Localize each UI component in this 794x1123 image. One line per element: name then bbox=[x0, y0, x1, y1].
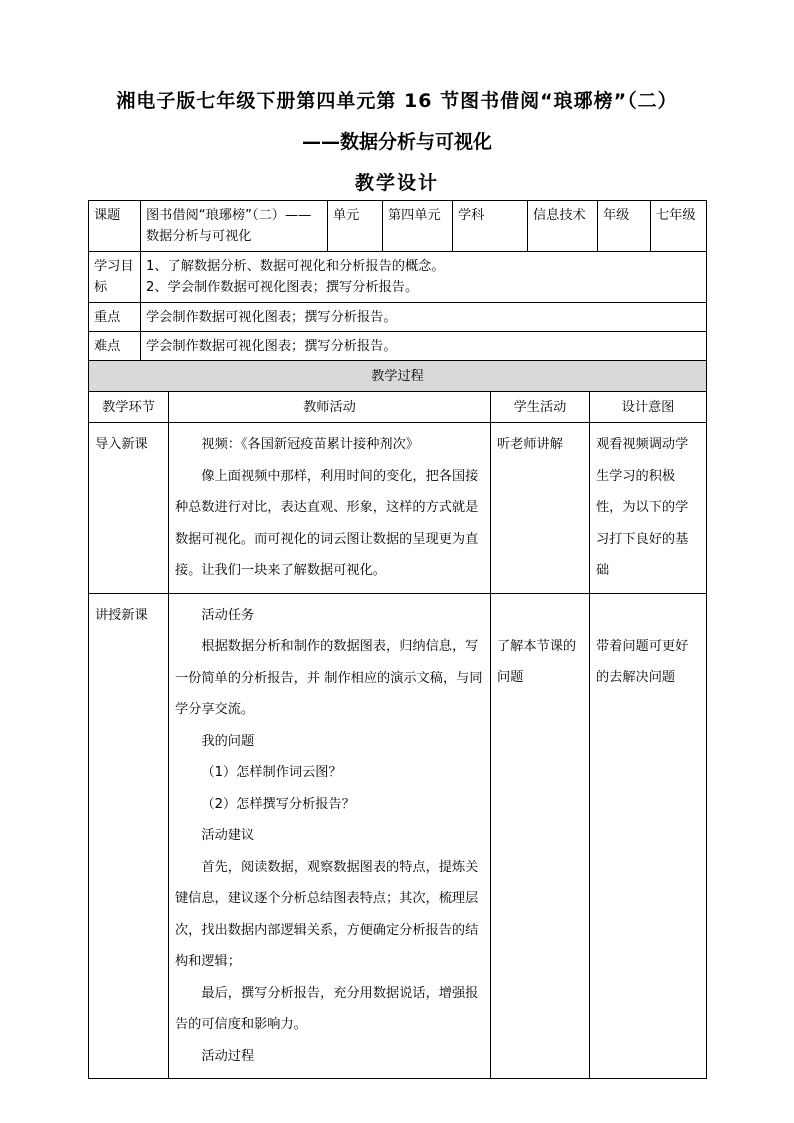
process-row-intro bbox=[89, 423, 707, 594]
student-activity-cell bbox=[491, 423, 590, 594]
teaching-process-table bbox=[88, 360, 707, 1079]
column-header-stage: 教学环节 bbox=[89, 392, 169, 423]
goals-value bbox=[141, 252, 707, 303]
stage-cell bbox=[89, 423, 169, 594]
lesson-info-table bbox=[88, 200, 707, 361]
column-header-row bbox=[89, 392, 707, 423]
teacher-paragraph: 首先，阅读数据，观察数据图表的特点，提炼关键信息，建议逐个分析总结图表特点；其次，梳理层次，找出数据内部逻辑关系，方便确定分析报告的结构和逻辑； bbox=[175, 859, 479, 969]
goal-item: 2、学会制作数据可视化图表；撰写分析报告。 bbox=[146, 280, 419, 295]
column-header-teacher: 教师活动 bbox=[169, 392, 491, 423]
teacher-paragraph: 活动建议 bbox=[201, 828, 255, 843]
student-activity-text: 了解本节课的问题 bbox=[497, 638, 577, 685]
teacher-paragraph: 根据数据分析和制作的数据图表，归纳信息，写一份简单的分析报告，并 制作相应的演示文稿，与同学分享交流。 bbox=[175, 639, 483, 717]
key-point-label: 重点 bbox=[89, 303, 141, 332]
column-header-student: 学生活动 bbox=[491, 392, 590, 423]
stage-cell bbox=[89, 593, 169, 1079]
teacher-paragraph: 活动过程 bbox=[201, 1048, 255, 1064]
difficulty-value: 学会制作数据可视化图表；撰写分析报告。 bbox=[141, 332, 707, 361]
document-heading: 教学设计 bbox=[354, 172, 439, 194]
teacher-paragraph: 活动任务 bbox=[201, 607, 255, 623]
topic-label: 课题 bbox=[89, 201, 141, 252]
student-activity-cell bbox=[491, 593, 590, 1079]
teacher-paragraph: 视频：《各国新冠疫苗累计接种剂次》 bbox=[201, 437, 419, 452]
design-intent-cell bbox=[590, 593, 707, 1079]
goals-label: 学习目标 bbox=[89, 252, 141, 303]
subject-value: 信息技术 bbox=[528, 201, 598, 252]
process-header: 教学过程 bbox=[89, 361, 707, 392]
difficulty-label: 难点 bbox=[89, 332, 141, 361]
teacher-paragraph: 最后，撰写分析报告，充分用数据说话，增强报告的可信度和影响力。 bbox=[175, 985, 479, 1032]
design-intent-text: 带着问题可更好的去解决问题 bbox=[596, 638, 689, 685]
difficulty-row bbox=[89, 332, 707, 361]
teacher-paragraph: 我的问题 bbox=[201, 733, 255, 749]
unit-value: 第四单元 bbox=[383, 201, 453, 252]
teacher-paragraph: 像上面视频中那样，利用时间的变化，把各国接种总数进行对比，表达直观、形象，这样的方式就是数据可视化。而可视化的词云图让数据的呈现更为直接。让我们一块来了解数据可视化。 bbox=[175, 468, 479, 578]
stage-label: 讲授新课 bbox=[95, 607, 148, 623]
grade-value: 七年级 bbox=[651, 201, 707, 252]
teacher-activity-cell bbox=[169, 593, 491, 1079]
teacher-paragraph: （2）怎样撰写分析报告？ bbox=[201, 796, 355, 812]
stage-label: 导入新课 bbox=[95, 437, 148, 452]
teacher-paragraph: （1）怎样制作词云图？ bbox=[201, 765, 342, 780]
document-title: 湘电子版七年级下册第四单元第 16 节图书借阅“琅琊榜”（二） bbox=[116, 90, 678, 112]
grade-label: 年级 bbox=[598, 201, 651, 252]
design-intent-text: 观看视频调动学生学习的积极性，为以下的学习打下良好的基础 bbox=[596, 437, 689, 578]
unit-label: 单元 bbox=[328, 201, 383, 252]
goals-row bbox=[89, 252, 707, 303]
column-header-intent: 设计意图 bbox=[590, 392, 707, 423]
goal-item: 1、了解数据分析、数据可视化和分析报告的概念。 bbox=[146, 259, 445, 274]
document-subtitle: ——数据分析与可视化 bbox=[301, 131, 492, 153]
teacher-activity-cell bbox=[169, 423, 491, 594]
topic-value: 图书借阅“琅琊榜”（二）——数据分析与可视化 bbox=[141, 201, 328, 252]
key-point-value: 学会制作数据可视化图表；撰写分析报告。 bbox=[141, 303, 707, 332]
student-activity-text: 听老师讲解 bbox=[497, 437, 563, 452]
subject-label: 学科 bbox=[453, 201, 528, 252]
key-point-row bbox=[89, 303, 707, 332]
design-intent-cell bbox=[590, 423, 707, 594]
process-row-new-lesson bbox=[89, 593, 707, 1079]
topic-row bbox=[89, 201, 707, 252]
process-header-row bbox=[89, 361, 707, 392]
